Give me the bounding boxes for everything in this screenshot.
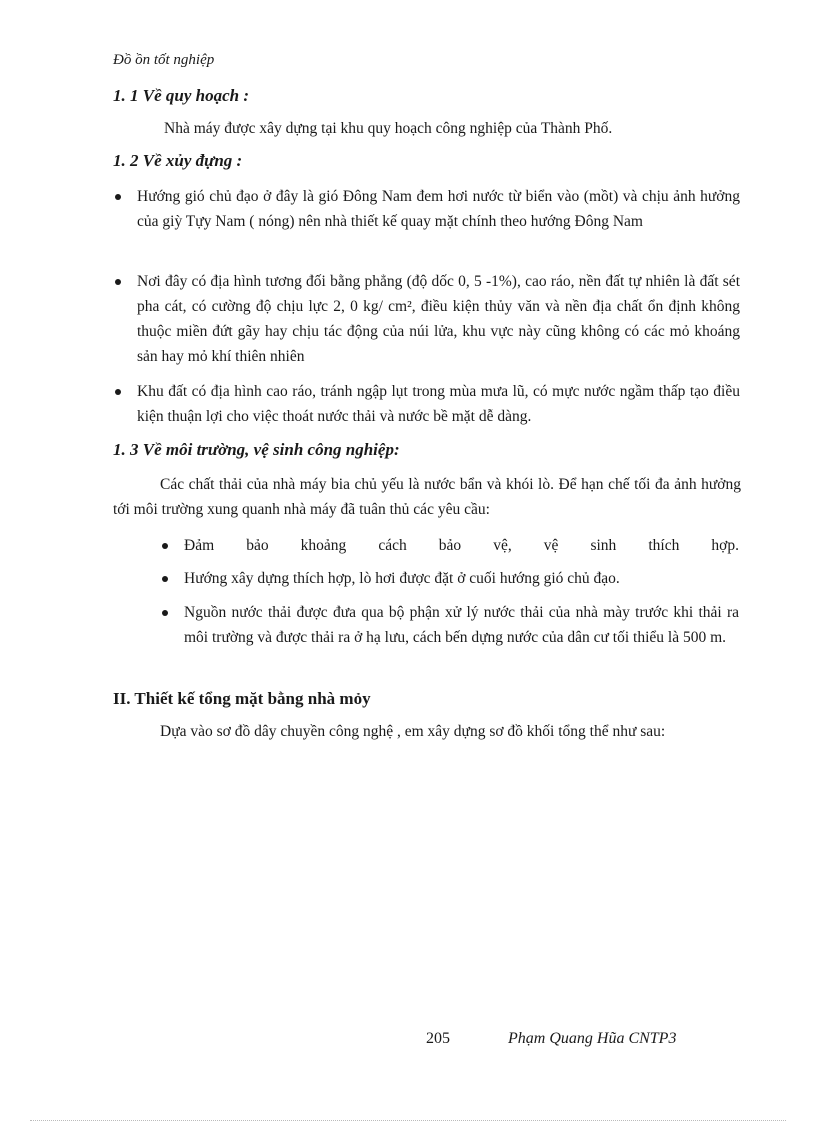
section-1-1-title: 1. 1 Về quy hoạch : (113, 86, 249, 105)
footer-author: Phạm Quang Hũa CNTP3 (508, 1030, 677, 1047)
section-1-3-title: 1. 3 Về môi trường, vệ sinh công nghiệp: (113, 440, 400, 459)
section-1-3-bullet-1: Đảm bảo khoảng cách bảo vệ, vệ sinh thích hợp. (184, 537, 739, 554)
section-1-2-title: 1. 2 Về xủy đựng : (113, 151, 243, 170)
page-header: Đồ ồn tốt nghiệp (113, 52, 215, 68)
bullet-dot (115, 389, 121, 395)
section-2-title: II. Thiết kế tổng mặt bằng nhà mỏy (113, 689, 371, 708)
section-1-2-bullet-2: Nơi đây có địa hình tương đối bằng phẳng (độ dốc 0, 5 -1%), cao ráo, nền đất tự nhiên là đất sét pha cát, có cường độ chịu lực 2, 0 kg/ cm², điều kiện thủy văn và nền địa chất ổn định không thuộc miền đứt gãy hay chịu tác động của núi lửa, khu vực này cũng không có các mỏ khoáng sản hay mỏ khí thiên nhiên (137, 273, 740, 365)
page-number: 205 (426, 1030, 450, 1047)
bullet-dot (162, 543, 168, 549)
section-1-1-text: Nhà máy được xây dựng tại khu quy hoạch công nghiệp của Thành Phố. (164, 120, 613, 137)
bullet-dot (162, 610, 168, 616)
bullet-dot (115, 279, 121, 285)
bullet-dot (162, 576, 168, 582)
section-1-3-bullet-2: Hướng xây dựng thích hợp, lò hơi được đặt ở cuối hướng gió chủ đạo. (184, 570, 620, 587)
bullet-dot (115, 194, 121, 200)
section-1-3-intro: Các chất thải của nhà máy bia chủ yếu là nước bẩn và khói lò. Để hạn chế tối đa ảnh hưởng tới môi trường xung quanh nhà máy đã tuân thủ các yêu cầu: (113, 476, 741, 518)
section-2-text: Dựa vào sơ đồ dây chuyền công nghệ , em xây dựng sơ đồ khối tổng thể như sau: (160, 723, 666, 740)
section-1-2-bullet-1: Hướng gió chủ đạo ở đây là gió Đông Nam đem hơi nước từ biển vào (mồt) và chịu ảnh hưởng của giỳ Tựy Nam ( nóng) nên nhà thiết kế quay mặt chính theo hướng Đông Nam (137, 188, 740, 230)
section-1-2-bullet-3: Khu đất có địa hình cao ráo, tránh ngập lụt trong mùa mưa lũ, có mực nước ngầm thấp tạo điều kiện thuận lợi cho việc thoát nước thải và nước bề mặt dễ dàng. (137, 383, 740, 425)
page-bottom-divider (30, 1120, 786, 1121)
section-1-3-bullet-3: Nguồn nước thải được đưa qua bộ phận xử lý nước thải của nhà mày trước khi thải ra môi trường và được thải ra ở hạ lưu, cách bến dựng nước của dân cư tối thiểu là 500 m. (184, 604, 739, 646)
